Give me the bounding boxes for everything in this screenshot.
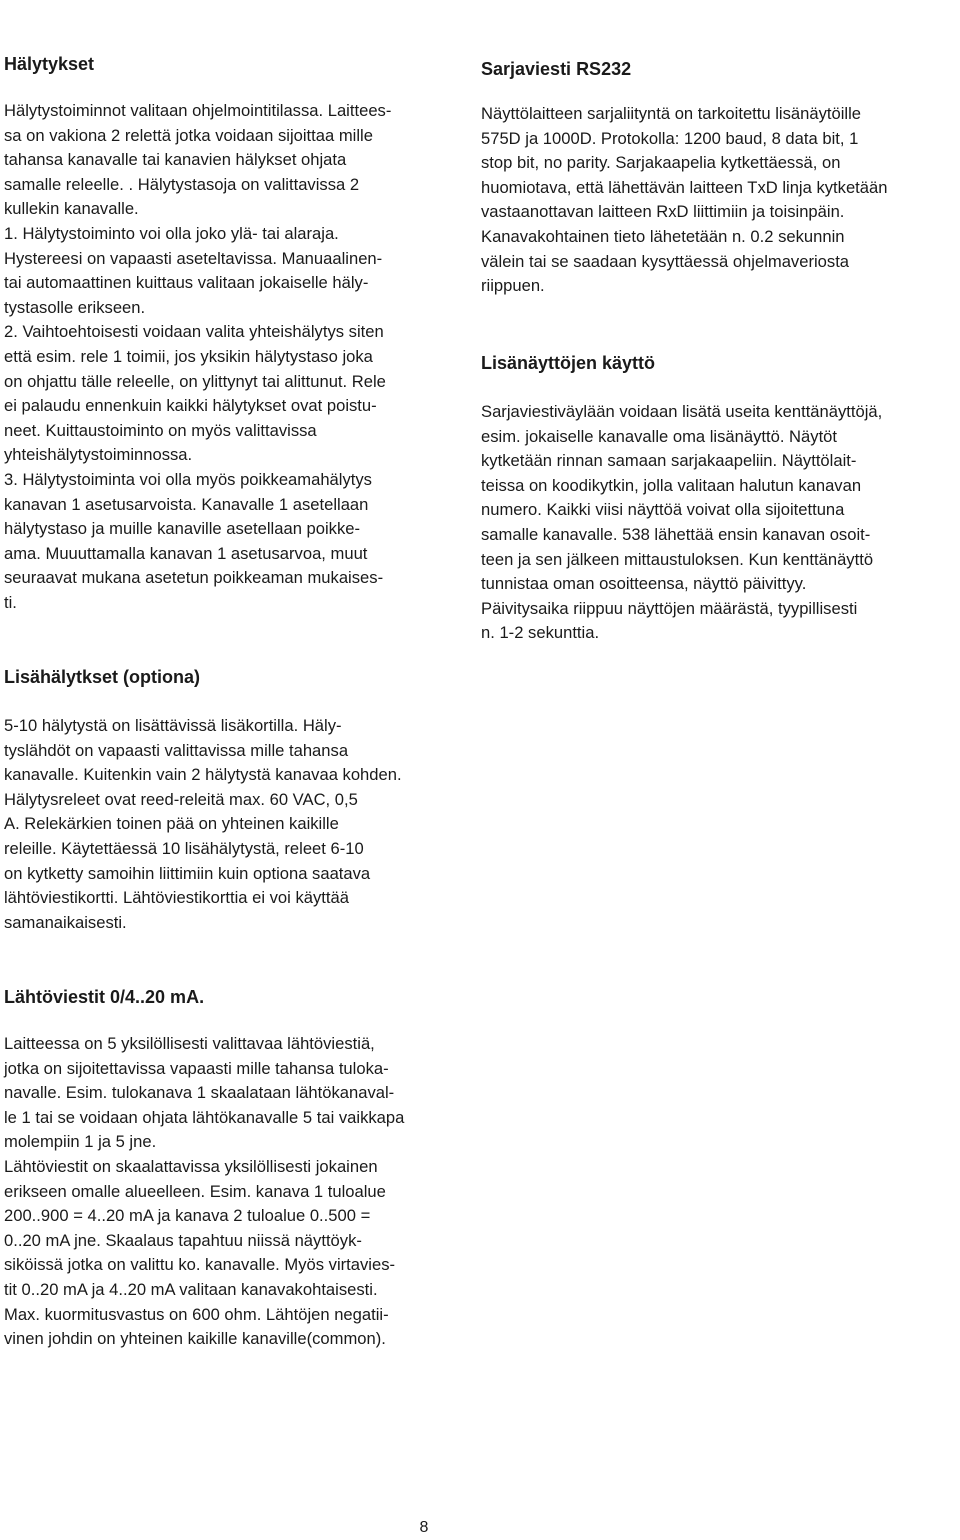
section-halytykset — [4, 53, 452, 615]
text-line: Hälytysreleet ovat reed-releitä max. 60 VAC, 0,5 — [4, 789, 358, 809]
text-line: kanavan 1 asetusarvoista. Kanavalle 1 asetellaan — [4, 494, 369, 514]
section-body — [4, 1032, 452, 1352]
text-line: teissa on koodikytkin, jolla valitaan halutun kanavan — [481, 475, 862, 495]
text-line: teen ja sen jälkeen mittaustuloksen. Kun kenttänäyttö — [481, 549, 874, 569]
section-heading: Sarjaviesti RS232 — [481, 59, 632, 79]
text-line: lähtöviestikortti. Lähtöviestikorttia ei voi käyttää — [4, 888, 349, 908]
text-line: kullekin kanavalle. — [4, 199, 139, 219]
text-line: ti. — [4, 592, 17, 612]
text-line: samalle releelle. . Hälytystasoja on valittavissa 2 — [4, 174, 360, 194]
text-line: 575D ja 1000D. Protokolla: 1200 baud, 8 data bit, 1 — [481, 128, 859, 148]
text-line: 0..20 mA jne. Skaalaus tapahtuu niissä näyttöyk- — [4, 1230, 362, 1250]
section-body — [4, 99, 452, 615]
section-body — [481, 102, 943, 299]
text-line: tahansa kanavalle tai kanavien hälykset ohjata — [4, 150, 347, 170]
text-line: neet. Kuittaustoiminto on myös valittavissa — [4, 420, 317, 440]
text-line: Hystereesi on vapaasti aseteltavissa. Manuaalinen- — [4, 248, 383, 268]
text-line: Sarjaviestiväylään voidaan lisätä useita kenttänäyttöjä, — [481, 402, 883, 421]
text-line: on ohjattu tälle releelle, on ylittynyt tai alittunut. Rele — [4, 371, 386, 391]
section-body — [4, 714, 452, 935]
text-line: on kytketty samoihin liittimiin kuin optiona saatava — [4, 863, 371, 883]
section-heading: Lähtöviestit 0/4..20 mA. — [4, 987, 205, 1007]
text-line: hälytystaso ja muille kanaville asetellaan poikke- — [4, 519, 361, 539]
section-heading: Lisänäyttöjen käyttö — [481, 353, 656, 373]
text-line: ama. Muuuttamalla kanavan 1 asetusarvoa, muut — [4, 543, 368, 563]
text-line: että esim. rele 1 toimii, jos yksikin hälytystaso joka — [4, 346, 373, 366]
text-line: 2. Vaihtoehtoisesti voidaan valita yhteishälytys siten — [4, 322, 384, 342]
section-sarjaviesti — [481, 58, 943, 299]
text-line: molempiin 1 ja 5 jne. — [4, 1132, 157, 1152]
text-line: Lähtöviestit on skaalattavissa yksilöllisesti jokainen — [4, 1156, 378, 1176]
text-line: numero. Kaikki viisi näyttöä voivat olla sijoitettuna — [481, 500, 845, 520]
text-line: vastaanottavan laitteen RxD liittimiin ja toisinpäin. — [481, 202, 845, 222]
text-line: tit 0..20 mA ja 4..20 mA valitaan kanavakohtaisesti. — [4, 1279, 378, 1299]
text-line: tai automaattinen kuittaus valitaan jokaiselle häly- — [4, 273, 369, 293]
text-line: 1. Hälytystoiminto voi olla joko ylä- tai alaraja. — [4, 223, 339, 243]
text-line: Näyttölaitteen sarjaliityntä on tarkoitettu lisänäytöille — [481, 104, 862, 123]
section-lahtoviestit — [4, 986, 452, 1352]
text-line: tystasolle erikseen. — [4, 297, 146, 317]
text-line: samalle kanavalle. 538 lähettää ensin kanavan osoit- — [481, 524, 871, 544]
text-line: A. Relekärkien toinen pää on yhteinen kaikille — [4, 814, 339, 834]
text-line: sa on vakiona 2 relettä jotka voidaan sijoittaa mille — [4, 125, 373, 145]
text-line: navalle. Esim. tulokanava 1 skaalataan lähtökanaval- — [4, 1083, 395, 1103]
text-line: riippuen. — [481, 276, 545, 296]
text-line: stop bit, no parity. Sarjakaapelia kytkettäessä, on — [481, 153, 841, 173]
text-line: Laitteessa on 5 yksilöllisesti valittavaa lähtöviestiä, — [4, 1034, 375, 1053]
text-line: erikseen omalle alueelleen. Esim. kanava 1 tuloalue — [4, 1181, 386, 1201]
text-line: tyslähdöt on vapaasti valittavissa mille tahansa — [4, 740, 349, 760]
section-lisahalytykset — [4, 666, 452, 935]
text-line: samanaikaisesti. — [4, 912, 127, 932]
text-line: kytketään rinnan samaan sarjakaapeliin. Näyttölait- — [481, 451, 857, 471]
text-line: Kanavakohtainen tieto lähetetään n. 0.2 sekunnin — [481, 226, 845, 246]
text-line: vinen johdin on yhteinen kaikille kanaville(common). — [4, 1329, 386, 1349]
text-line: n. 1-2 sekunttia. — [481, 623, 600, 643]
section-lisanayttojen-kaytto — [481, 352, 943, 646]
page-number: 8 — [419, 1519, 429, 1536]
text-line: le 1 tai se voidaan ohjata lähtökanavalle 5 tai vaikkapa — [4, 1107, 405, 1127]
text-line: jotka on sijoitettavissa vapaasti mille tahansa tuloka- — [4, 1058, 389, 1078]
text-line: Hälytystoiminnot valitaan ohjelmointitilassa. Laittees- — [4, 101, 392, 120]
text-line: esim. jokaiselle kanavalle oma lisänäyttö. Näytöt — [481, 426, 838, 446]
text-line: tunnistaa oman osoitteensa, näyttö päivittyy. — [481, 574, 807, 594]
text-line: kanavalle. Kuitenkin vain 2 hälytystä kanavaa kohden. — [4, 765, 402, 785]
text-line: siköissä jotka on valittu ko. kanavalle. Myös virtavies- — [4, 1255, 396, 1275]
text-line: ei palaudu ennenkuin kaikki hälytykset ovat poistu- — [4, 396, 377, 416]
text-line: huomiotava, että lähettävän laitteen TxD linja kytketään — [481, 177, 888, 197]
text-line: 3. Hälytystoiminta voi olla myös poikkeamahälytys — [4, 469, 372, 489]
text-line: releille. Käytettäessä 10 lisähälytystä, releet 6-10 — [4, 838, 364, 858]
text-line: Max. kuormitusvastus on 600 ohm. Lähtöjen negatii- — [4, 1304, 389, 1324]
text-line: 5-10 hälytystä on lisättävissä lisäkortilla. Häly- — [4, 716, 342, 735]
section-body — [481, 400, 943, 646]
section-heading: Hälytykset — [4, 54, 95, 74]
section-heading: Lisähälytkset (optiona) — [4, 667, 201, 687]
text-line: 200..900 = 4..20 mA ja kanava 2 tuloalue 0..500 = — [4, 1206, 371, 1226]
text-line: seuraavat mukana asetetun poikkeaman mukaises- — [4, 568, 384, 588]
text-line: yhteishälytystoiminnossa. — [4, 445, 193, 465]
text-line: Päivitysaika riippuu näyttöjen määrästä, tyypillisesti — [481, 598, 858, 618]
text-line: välein tai se saadaan kysyttäessä ohjelmaveriosta — [481, 251, 850, 271]
